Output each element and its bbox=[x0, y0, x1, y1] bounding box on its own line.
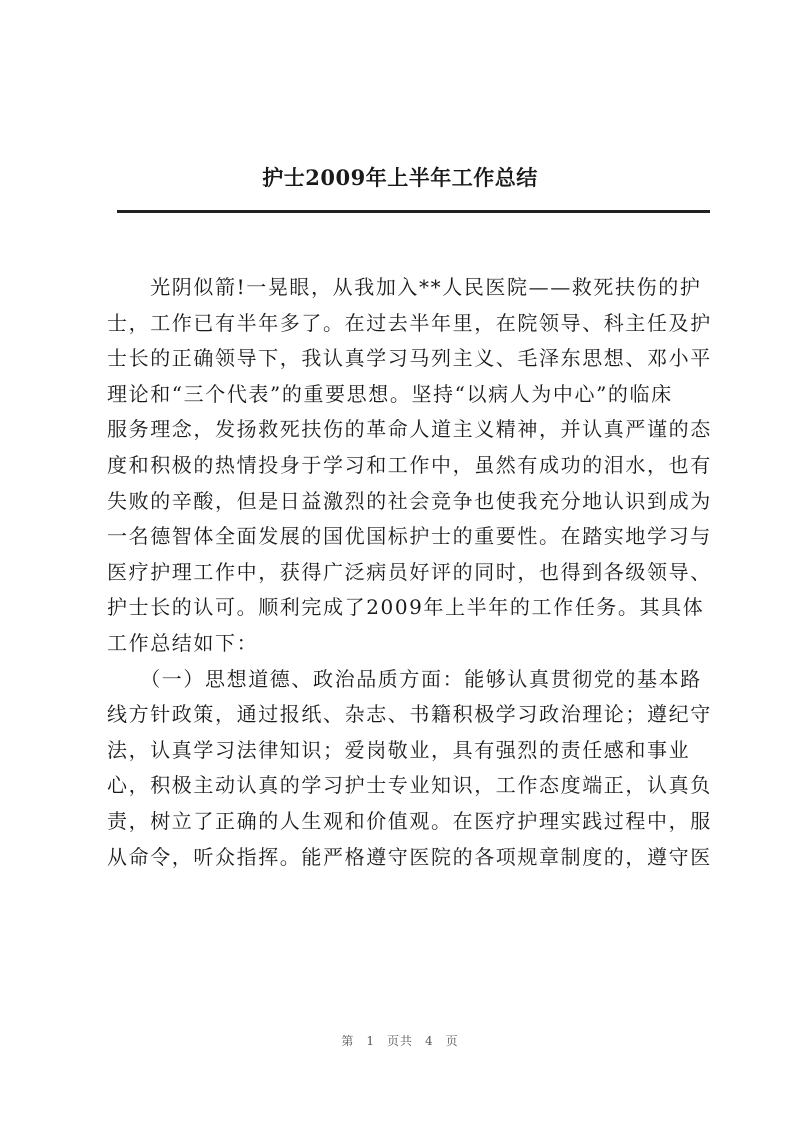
body-line: （一）思想道德、政治品质方面：能够认真贯彻党的基本路 bbox=[107, 666, 702, 691]
body-line: 从命令，听众指挥。能严格遵守医院的各项规章制度的，遵守医 bbox=[107, 844, 712, 869]
page-footer bbox=[0, 1032, 800, 1049]
document-body bbox=[107, 270, 717, 875]
footer-middle: 页共 bbox=[386, 1034, 413, 1048]
body-line: 护士长的认可。顺利完成了2009年上半年的工作任务。其具体 bbox=[107, 595, 705, 620]
body-line: 光阴似箭!一晃眼，从我加入**人民医院——救死扶伤的护 bbox=[107, 275, 702, 299]
footer-prefix: 第 bbox=[341, 1034, 355, 1048]
body-line: 士长的正确领导下，我认真学习马列主义、毛泽东思想、邓小平 bbox=[107, 346, 712, 371]
body-line: 理论和“三个代表”的重要思想。坚持“以病人为中心”的临床 bbox=[107, 381, 673, 406]
footer-page-number: 1 bbox=[366, 1034, 375, 1048]
body-line: 度和积极的热情投身于学习和工作中，虽然有成功的泪水，也有 bbox=[107, 452, 712, 477]
body-line: 责，树立了正确的人生观和价值观。在医疗护理实践过程中，服 bbox=[107, 808, 712, 833]
footer-total-pages: 4 bbox=[425, 1034, 434, 1048]
title-underline bbox=[117, 210, 710, 213]
body-line: 医疗护理工作中，获得广泛病员好评的同时，也得到各级领导、 bbox=[107, 559, 712, 584]
body-line: 法，认真学习法律知识；爱岗敬业，具有强烈的责任感和事业 bbox=[107, 737, 691, 762]
body-line: 心，积极主动认真的学习护士专业知识，工作态度端正，认真负 bbox=[107, 773, 712, 798]
body-line: 工作总结如下： bbox=[107, 630, 259, 655]
body-line: 失败的辛酸，但是日益激烈的社会竞争也使我充分地认识到成为 bbox=[107, 488, 712, 513]
footer-suffix: 页 bbox=[445, 1034, 459, 1048]
body-line: 士，工作已有半年多了。在过去半年里，在院领导、科主任及护 bbox=[107, 310, 712, 335]
body-line: 服务理念，发扬救死扶伤的革命人道主义精神，并认真严谨的态 bbox=[107, 417, 712, 442]
body-line: 一名德智体全面发展的国优国标护士的重要性。在踏实地学习与 bbox=[107, 524, 712, 549]
body-line: 线方针政策，通过报纸、杂志、书籍积极学习政治理论；遵纪守 bbox=[107, 702, 712, 727]
document-title: 护士2009年上半年工作总结 bbox=[262, 165, 538, 190]
